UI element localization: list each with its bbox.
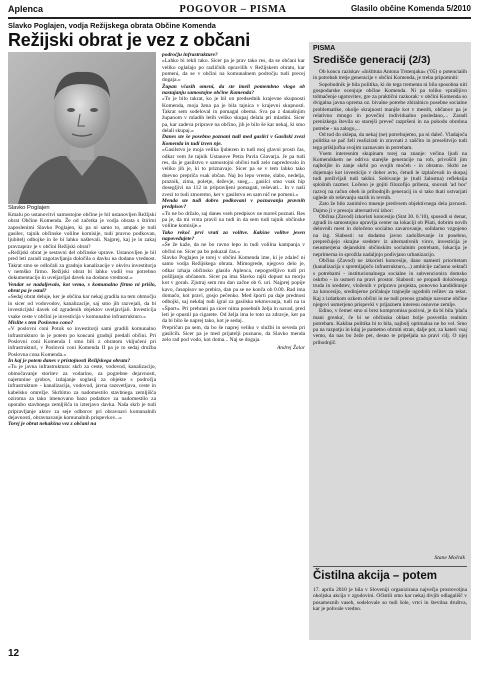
photo-caption: Slavko Poglajen: [8, 205, 50, 211]
sidebar-title: Središče generacij (2/3): [313, 54, 431, 66]
article-byline: Slavko Poglajen, vodja Režijskega obrata Občine Komenda: [8, 21, 216, 30]
paragraph: Od tod do sklepa, da nekaj (ne) potrebujemo, pa ni daleč. Vladajoča politika se pač želi realizirati in zravnati z zaščito in preselitvijo tudi tega priključka svojim zaznavam in potrebam.: [313, 131, 467, 151]
page-number: 12: [8, 648, 20, 659]
portrait-photo: [8, 52, 156, 204]
paragraph: »Sedaj obrat deluje, ker je občina kar nekaj gradila na tem območju in sicer od vodovodov, kanalizacije, saj smo jih razvejali, da bi investicijski davek od zgradenih objektov uveljavljali. Investicija vsake ceste v občini je investicija v komunalno infrastrukturo.«: [8, 294, 156, 320]
interview-question: Tako rekoč prvi vrati za volitve. Kakšne volitve jesen napovedujete?: [162, 229, 305, 242]
sidebar-body: [313, 69, 467, 553]
sidebar-divider: [313, 566, 467, 567]
paragraph: »Gasilstvo je moja velika ljubezen in tudi moj glavni prosti čas, odkar vem že tajnik Ustanove Petra Pavla Glavarja. Je pa tudi res, da je gasilstvo v samostojni občini tudi zelo napredovalo in veliko jih je, ki to priznavajo. Sicer pa se v tem lahko tako dnevno prepriča vsak občan. Naj bo lepo vreme, slabo, nedelja, praznik, zima, poletje, deževje, sneg,... gasilci smo vsak hip dosegljivi na 112 in pripravljeni pomagati, reševati... In v naši zvezi to tudi zmoremo, ker v gasilstvu en sam nič ne pomeni.«: [162, 147, 305, 198]
interview-question: Danes ste še posebno poznani tudi med gasilci v Gasilski zvezi Komenda in tudi izven nje.: [162, 134, 305, 147]
paragraph: Prepričan pa sem, da bo še naprej veliko v službi in seveda pri gasilcih. Sicer pa je med prijatelji poznano, da Slavko menda zelo rad pod vodo, kot doma... Naj se dogaja.: [162, 324, 305, 344]
paragraph: Slavko Poglajen je torej v občini Komenda ime, ki je zdaleč ni samo vodja Režijskega obrata. Mimogrede, njegovo delo je, odkar izhaja občinsko glasilo Aplenca, nepogrešljivo tudi pri pošiljanju občanom. Sicer pa ima Slavko rajši dopust na morju kot v gorah. Zjutraj sem mu dan začne ob 6. uri. Najprej popije kavo, časopisov ne prebira, dan pa se ne konča ob 0.00. Rad ima domačo, kot pravi, gosjo pečenko. Med športi pa daje prednost odbojki, saj nekdaj tudi igral za gasilska tekmovanja, tudi na ta »Šport«. Pri prehrani pa sicer nima posebnih želja in navad, pred leti je opustil pa cigarete. Od želja ima le toto za zdravje, ker pa da bi bilo še naprej tako, kot je sedaj.: [162, 255, 305, 325]
header-divider: [8, 17, 471, 19]
sidebar-section-label: PISMA: [313, 45, 336, 52]
paragraph: Vsem interesnim skupinam torej na znanje: večina ljudi na Komendskem ne odriva starejše generacije na rob, privoščil jim najboljše in zanje skrbi po svojih močeh - in obratno. Skrbi ne dojemajo kot investicijo v dober avto, četudi le izplačevali in skupaj tudi preživljali tudi takšni. Sobivanje je (tudi žalostna) refleksija splošnih razmer. Ločeno je gojiti filozofijo pribeza, snovati 'ad hoc' razvoj na račun obeh in pribodnjih generacij in si tako tkati ustvarjati uglede ob reševanju starih in revnih.: [313, 150, 467, 201]
paragraph: Ob koncu raziskav »Inštituta Antona Trstenjaka« ('05) o potencialih in potrebah tretje generacije v občini Komenda, je treba pripomniti:: [313, 69, 467, 82]
interview-question: In kaj je potem danes v pristojnosti Režijskega obrata?: [8, 357, 131, 364]
article-column-1: [8, 212, 156, 637]
publication-name: Aplenca: [8, 4, 44, 14]
second-letter-body: 17. aprila 2010 je bila v Sloveniji organizirana največja prostovoljna okoljska akcija v zgodovini. Očistili smo kar nekaj divjih odlagališč v posameznih vaseh, sodelovale so tudi šole, vrtci in številna društva, kar je pohvale vredno.: [313, 587, 467, 612]
issue-label: Glasilo občine Komenda 5/2010: [350, 4, 471, 13]
interview-question: področju infrastrukture?: [162, 52, 218, 58]
paragraph: »To je bilo takrat, ko je bil on predsednik krajevne skupnosti Komenda, moja žena pa je bila tajnica v krajevni skupnosti. Takrat sem sodeloval in pomagal obema. Sva pa z današnjim županom v mladih letih veliko skupaj delala pri mladini. Sicer pa, kar zadeva priprave na občino, jih je bilo še kar nekaj, ki smo delali skupaj.«: [162, 96, 305, 135]
interview-question: Torej je obrat nekakšna vez z občani na: [8, 421, 97, 428]
paragraph: Občina (Zavod) izkoristi koncesijo (Stat 30. 6.'10), sposodi si denar, zgradi in samostojno upravlja center na lokaciji ob Pšati, dobrim novih delovnih mest in določeno socialno zavarovanje, solidarno vzgojeno na izg. Slabosti: so dodatno javno zadolževanje in posebno, preprečujejo skrajne sredstev iz alternativnih virov, investicija je neusmerjena dejanskim občinskim socialnim potrebam, lokacija je neprimerna in sprožila nadaljnjo podivjano urbanizacijo.: [313, 213, 467, 258]
paragraph: Sopobudnik je bila politika, ki do tega trementa ni bila sposobna niti gospodarske ocenjuje občine Komenda. Ni pa toliko vprašljivo tolmačenje ugotovitev, gre za praktični razkorak: v občini Komenda so dvigalna javna oprema oz. bivalne potrebe zbiralnico posebne socialne problematike, okolje skrajnosti manjše kot v mestih, občanov pa je relativno mnogo in povečini individualno posledano,... Zaradi prenizkega števila so starejši preveč razpršeni in na pohodu obrobna potrebe - na zalogo,...: [313, 81, 467, 132]
paragraph: »Še že kaže, da ne bo ravno lepo in tudi volilna kampanja v občini ne. Sicer pa bo pokazal čas.«: [162, 242, 305, 255]
paragraph: »To ne bo držalo, saj danes vseh predpisov ne moreš poznati. Res pa je, da mi vrsta pravil na tudi in da sem tudi tajnik občinske volilne komisije.«: [162, 210, 305, 230]
article-title: Režijski obrat je vez z občani: [8, 30, 251, 50]
paragraph: Zato že bilo zanimivo mnenje predvsem objektivnega dela javnosti. Dajmo ji v presojo alternativni izbor:: [313, 201, 467, 214]
second-letter-title: Čistilna akcija – potem: [313, 570, 437, 582]
paragraph: Edino, v čemer smo si brez kompromisa pozivni, je da bi bila 'plača mani grenka', če bi se občinska oblast bolje posvetila realnim potrebam. Kakšna politika bi to bila, najbolj optimalna ne bo vel. Smo pa na razpotju in kdaj je pametno obrniti stran, dalje pot, za kateri vsaj vemo, da nas bo žeže pet, desno te pripeljala na pravi cilj. O njej prihodnjič.: [313, 308, 467, 346]
paragraph: »Tu je javna infrastruktura: skrb za ceste, vodovod, kanalizacijo, območavanje storitev za vodarino, za pogrebne dejavnosti, najemnine grobov, izdajanje soglasij za objekte s področja infrastrukture - kanalizacija, vodovod, javna razsvetljava, ceste in kabelsko omrežje. Skrbimo za nadomestilo stavbnega zemljišča oziroma za tako imenovano bazo podatkov za nadomestilo za uporabo stavbnega zemljišča in izterjavo davka. Naša skrb je tudi pripravljanje aktov za seje odborov pri obravnavi komunalnih dejavnosti, obravnavanje komunalnih prispevkov...«: [8, 364, 156, 421]
interview-question: Vendar se nadaljevalo, kot vemo, s komunalno firmo ni prišlo, obrat pa je ostal?: [8, 281, 156, 295]
interview-question: Župan včasih omeni, da ste imeli pomembno vlogo ob nastajanju samostojne občine Komenda?: [162, 83, 305, 97]
author-signature: Andrej Žalar: [276, 344, 305, 351]
paragraph: »Lahko bi rekli tako. Sicer pa je prav tako res, da se občani kar veliko oglašajo po različnih opravilih v Režijskem obratu, kar pomeni, da se v občini na komunalnem področju tudi precej dogaja.«: [162, 58, 305, 84]
article-column-2: [162, 52, 305, 637]
interview-question: Menda ste tudi dobro podkovani v poznavanju pravnih predpisov?: [162, 197, 305, 211]
paragraph: Kmalu po ustanovitvi samostojne občine je bil ustanovljen Režijski obrat Občine Komenda. Že od začetka je vodja obrata s štirimi zaposlenimi Slavko Poglajen, ki pa ni samo to, ampak je tudi gasilec, tajnik občinske volilne komisije, tudi pravno podkovan, ljubitelj odbojke in še bi lahko naštevali. Najprej, kaj je in zakaj pravzaprav je v občini Režijski obrat?: [8, 212, 156, 250]
interview-question: Mislite s tem Poslovno cono?: [8, 319, 74, 326]
paragraph: Občina (Zavod) ne izkoristi koncesije, dane namesti prioritetam (kanalizacija s spremljajočo infrastrukturo,...) ambicije začasno sektači s potrebami - institucionalnega socialne in subvencionira domsko oskrbo - in usmeri na pravi prostor. Slabosti: se propadi določenega truda in sredstev, vloženih v pripravo projekta, ponovno kandidiranje za koncesijo, sredinjerne pričakuje trajnejše ugodnih rešitev za tekst. Kaj z izdatkom ozkem občini in ne tudi prenos gradnje navezne občine njegovi usmerjeno prispevki v prijaznem interesu osnovne zemlje.: [313, 257, 467, 308]
paragraph: »V poslovni coni Potok so investitorji sami gradili komunalno infrastrukturo in je potem po koncani gradnji predali občini. Pri Poslovni coni Komenda I smo bili z obratom vključeni pri infrastrukturi, v Poslovni coni Komenda II pa je to sedaj družba Poslovna cona Komenda.«: [8, 326, 156, 358]
section-title: POGOVOR – PISMA: [179, 4, 287, 15]
letter-signature: Stane Močnik: [434, 555, 465, 561]
page-header: [8, 4, 471, 18]
paragraph: »Režijski obrat je sestavni del občinske uprave. Ustanovljen je bil pred leti zaradi zagotavljanja določila o davku na dodano vrednost. Takrat smo se odločali za gradnjo kanalizacije v okviru investitorja v nemško firmo. Režijski obrat bi lahko vodil vso potrebno dokumentacijo in uveljavljal davek na dodano vrednost.«: [8, 250, 156, 282]
letters-sidebar: [309, 42, 471, 640]
